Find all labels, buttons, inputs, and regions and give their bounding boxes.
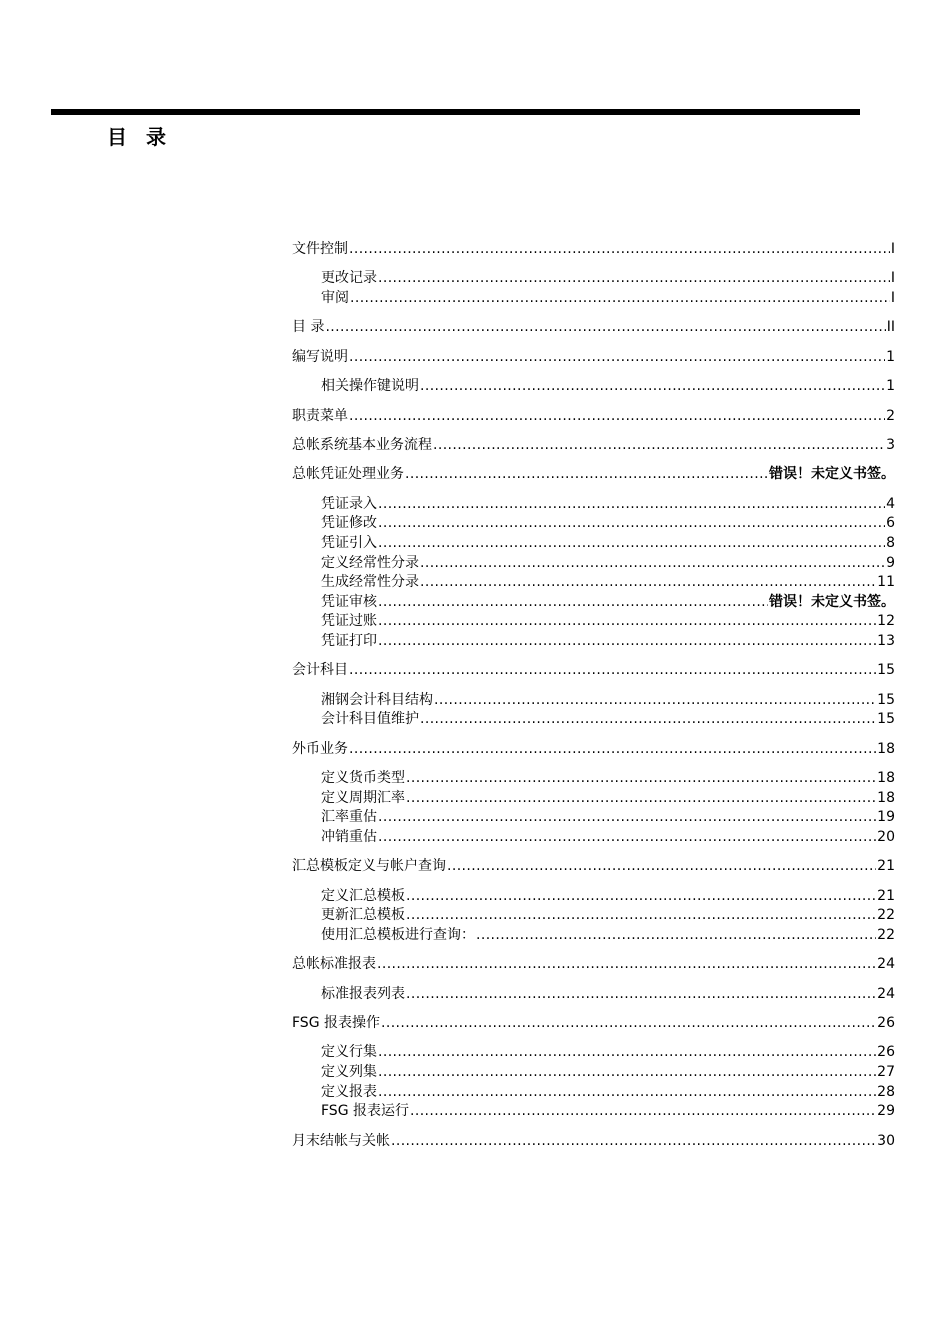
toc-entry-title: 会计科目值维护	[321, 711, 419, 728]
toc-entry[interactable]	[292, 1083, 895, 1103]
toc-entry-title: 定义列集	[321, 1063, 377, 1080]
toc-entry[interactable]	[292, 289, 895, 309]
toc-entry[interactable]	[292, 240, 895, 260]
toc-entry-title: 审阅	[321, 289, 349, 306]
toc-entry-page-number: 20	[877, 828, 895, 845]
toc-entry[interactable]	[292, 269, 895, 289]
toc-dot-leader	[405, 465, 768, 485]
toc-entry-title: 凭证引入	[321, 534, 377, 551]
toc-entry[interactable]	[292, 769, 895, 789]
toc-dot-leader	[420, 710, 876, 730]
toc-entry[interactable]	[292, 534, 895, 554]
toc-entry-title: 定义周期汇率	[321, 789, 405, 806]
toc-dot-leader	[378, 1083, 876, 1103]
toc-entry[interactable]	[292, 1043, 895, 1063]
toc-entry-page-number: I	[890, 289, 895, 306]
toc-entry-page-number: 18	[877, 789, 895, 806]
toc-dot-leader	[378, 808, 876, 828]
header-rule	[51, 109, 860, 115]
toc-entry[interactable]	[292, 926, 895, 946]
toc-entry-page-number: 24	[877, 985, 895, 1002]
toc-dot-leader	[378, 612, 876, 632]
toc-dot-leader	[420, 554, 885, 574]
toc-dot-leader	[378, 828, 876, 848]
toc-entry[interactable]	[292, 808, 895, 828]
toc-entry-page-number: 4	[886, 495, 895, 512]
toc-entry-page-number: I	[890, 270, 895, 287]
toc-entry-page-number: 19	[877, 809, 895, 826]
toc-entry-title: 总帐标准报表	[292, 956, 376, 973]
toc-entry-page-number: 15	[877, 691, 895, 708]
toc-dot-leader	[410, 1102, 876, 1122]
toc-entry-title: 湘钢会计科目结构	[321, 691, 433, 708]
toc-dot-leader	[378, 495, 885, 515]
toc-dot-leader	[406, 906, 876, 926]
toc-entry-title: 生成经常性分录	[321, 574, 419, 591]
toc-dot-leader	[349, 407, 885, 427]
toc-entry-page-number: 12	[877, 613, 895, 630]
toc-entry[interactable]	[292, 593, 895, 613]
toc-dot-leader	[447, 857, 876, 877]
toc-entry-page-number: 1	[886, 378, 895, 395]
toc-entry[interactable]	[292, 554, 895, 574]
toc-entry-title: 凭证审核	[321, 593, 377, 610]
toc-entry-title: 编写说明	[292, 348, 348, 365]
toc-entry-page-number: 27	[877, 1063, 895, 1080]
toc-entry-page-number: 6	[886, 515, 895, 532]
toc-entry[interactable]	[292, 573, 895, 593]
toc-entry[interactable]	[292, 632, 895, 652]
toc-dot-leader	[378, 593, 768, 613]
toc-entry[interactable]	[292, 348, 895, 368]
toc-dot-leader	[350, 289, 890, 309]
toc-entry[interactable]	[292, 407, 895, 427]
toc-entry-title: 职责菜单	[292, 407, 348, 424]
toc-entry[interactable]	[292, 436, 895, 456]
toc-entry[interactable]	[292, 495, 895, 515]
toc-entry-page-number: 13	[877, 632, 895, 649]
toc-entry-title: 目 录	[292, 319, 325, 336]
toc-entry-title: 定义货币类型	[321, 770, 405, 787]
toc-entry[interactable]	[292, 612, 895, 632]
toc-entry[interactable]	[292, 828, 895, 848]
toc-entry-page-number: 9	[886, 554, 895, 571]
toc-entry-title: 使用汇总模板进行查询：	[321, 926, 475, 943]
toc-dot-leader	[420, 573, 876, 593]
toc-dot-leader	[434, 691, 876, 711]
toc-dot-leader	[378, 1063, 876, 1083]
toc-entry-page-number: 22	[877, 926, 895, 943]
toc-entry[interactable]	[292, 740, 895, 760]
toc-entry-page-number: 3	[886, 436, 895, 453]
toc-entry-title: 相关操作键说明	[321, 378, 419, 395]
toc-entry-page-number: 26	[877, 1044, 895, 1061]
toc-entry-page-number: 8	[886, 534, 895, 551]
toc-dot-leader	[406, 789, 876, 809]
toc-entry-title: 凭证打印	[321, 632, 377, 649]
toc-entry-title: 冲销重估	[321, 828, 377, 845]
toc-entry-title: 定义经常性分录	[321, 554, 419, 571]
toc-entry[interactable]	[292, 318, 895, 338]
toc-entry[interactable]	[292, 661, 895, 681]
toc-dot-leader	[378, 269, 890, 289]
toc-entry-page-number: 30	[877, 1132, 895, 1149]
toc-entry-title: 总帐凭证处理业务	[292, 466, 404, 483]
toc-dot-leader	[377, 955, 876, 975]
toc-entry-page-number: 11	[877, 574, 895, 591]
toc-entry-page-number: I	[890, 241, 895, 257]
toc-entry-title: 定义行集	[321, 1044, 377, 1061]
toc-entry-title: 凭证过账	[321, 613, 377, 630]
toc-dot-leader	[349, 240, 890, 260]
toc-entry[interactable]	[292, 887, 895, 907]
toc-dot-leader	[325, 318, 885, 338]
toc-entry-page-number: 18	[877, 770, 895, 787]
toc-entry-title: 汇率重估	[321, 809, 377, 826]
toc-entry-title: 标准报表列表	[321, 985, 405, 1002]
toc-entry-page-number: 15	[877, 711, 895, 728]
toc-entry-error-text: 错误！未定义书签。	[769, 593, 895, 610]
toc-entry-page-number: 21	[877, 887, 895, 904]
toc-entry[interactable]	[292, 955, 895, 975]
toc-entry[interactable]	[292, 1132, 895, 1152]
toc-entry-title: 外币业务	[292, 740, 348, 757]
toc-entry[interactable]	[292, 465, 895, 485]
toc-entry-title: 文件控制	[292, 241, 348, 257]
toc-entry-page-number: 2	[886, 407, 895, 424]
toc-dot-leader	[476, 926, 876, 946]
toc-entry[interactable]	[292, 906, 895, 926]
toc-entry-title: FSG 报表操作	[292, 1014, 380, 1031]
toc-dot-leader	[349, 348, 885, 368]
toc-dot-leader	[378, 632, 876, 652]
toc-entry-error-text: 错误！未定义书签。	[769, 466, 895, 483]
toc-entry[interactable]	[292, 985, 895, 1005]
toc-entry[interactable]	[292, 1014, 895, 1034]
toc-entry[interactable]	[292, 789, 895, 809]
toc-dot-leader	[378, 514, 885, 534]
toc-entry-page-number: 1	[886, 348, 895, 365]
toc-entry[interactable]	[292, 857, 895, 877]
toc-dot-leader	[349, 661, 876, 681]
toc-entry[interactable]	[292, 710, 895, 730]
toc-dot-leader	[349, 740, 876, 760]
toc-dot-leader	[378, 1043, 876, 1063]
toc-entry-page-number: 21	[877, 858, 895, 875]
toc-entry-title: FSG 报表运行	[321, 1103, 409, 1120]
toc-entry-title: 更新汇总模板	[321, 907, 405, 924]
toc-entry[interactable]	[292, 377, 895, 397]
toc-dot-leader	[406, 769, 876, 789]
toc-dot-leader	[420, 377, 885, 397]
toc-dot-leader	[406, 985, 876, 1005]
toc-dot-leader	[391, 1132, 876, 1152]
toc-entry[interactable]	[292, 691, 895, 711]
toc-entry-title: 定义报表	[321, 1083, 377, 1100]
toc-entry-title: 月末结帐与关帐	[292, 1132, 390, 1149]
toc-entry-title: 更改记录	[321, 270, 377, 287]
toc-entry-title: 会计科目	[292, 662, 348, 679]
toc-entry-page-number: 15	[877, 662, 895, 679]
toc-entry-title: 总帐系统基本业务流程	[292, 436, 432, 453]
toc-entry-page-number: 24	[877, 956, 895, 973]
toc-dot-leader	[381, 1014, 876, 1034]
toc-dot-leader	[378, 534, 885, 554]
toc-entry[interactable]	[292, 514, 895, 534]
toc-entry-page-number: 22	[877, 907, 895, 924]
toc-entry[interactable]	[292, 1063, 895, 1083]
toc-dot-leader	[433, 436, 885, 456]
page-heading: 目 录	[107, 125, 172, 149]
toc-entry-title: 凭证录入	[321, 495, 377, 512]
toc-entry-page-number: 18	[877, 740, 895, 757]
table-of-contents	[292, 240, 895, 1151]
toc-entry-page-number: 29	[877, 1103, 895, 1120]
toc-entry-title: 汇总模板定义与帐户查询	[292, 858, 446, 875]
toc-entry-page-number: II	[886, 319, 895, 336]
toc-entry-title: 定义汇总模板	[321, 887, 405, 904]
toc-dot-leader	[406, 887, 876, 907]
toc-entry-title: 凭证修改	[321, 515, 377, 532]
toc-entry-page-number: 28	[877, 1083, 895, 1100]
toc-entry[interactable]	[292, 1102, 895, 1122]
toc-entry-page-number: 26	[877, 1014, 895, 1031]
